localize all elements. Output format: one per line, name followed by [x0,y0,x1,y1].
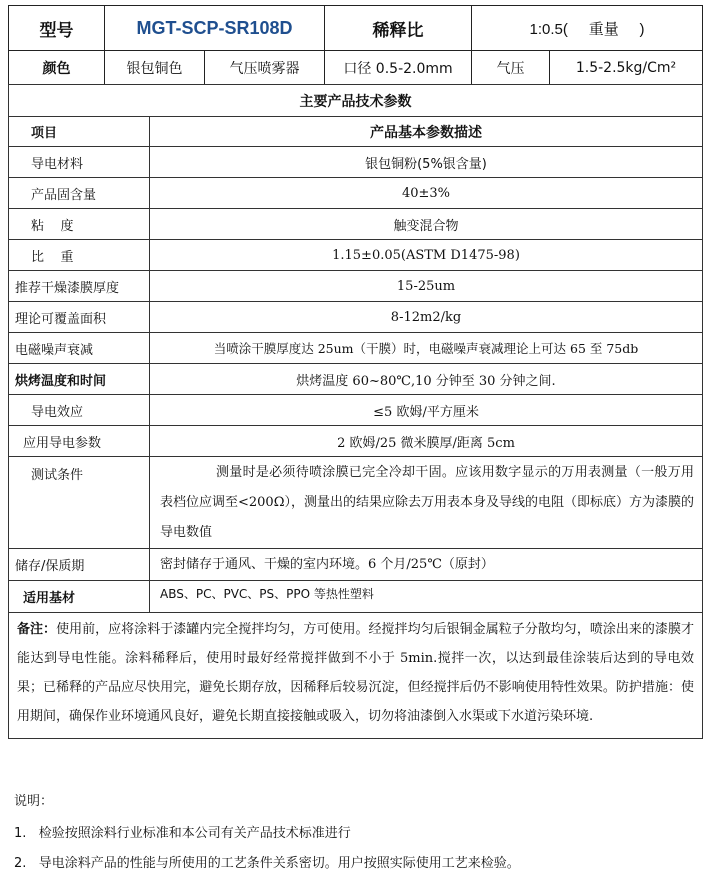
table-row [9,549,703,581]
notes-text: 使用前，应将涂料于漆罐内完全搅拌均匀，方可使用。经搅拌均匀后银铜金属粒子分散均匀，喷涂出来的漆膜才能达到导电性能。涂料稀释后，使用时最好经常搅拌做到不小于 5min.搅拌一次，以达到最佳涂装后达到的导电效果；已稀释的产品应尽快用完，避免长期存放，因稀释后较易沉淀，但经搅拌后仍不影响使用特性效果。防护措施：使用期间，确保作业环境通风良好，避免长期直接接触或吸入，切勿将油漆倒入水渠或下水道污染环境. [17,622,694,724]
footer-notes [14,790,704,872]
color-value: 银包铜色 [105,51,205,85]
table-row [9,178,703,209]
row-label: 应用导电参数 [9,426,150,457]
nozzle-size: 口径 0.5-2.0mm [325,51,472,85]
table-row [9,302,703,333]
dilution-label: 稀释比 [325,6,472,51]
test-conditions-label: 测试条件 [9,457,150,549]
storage-label: 储存/保质期 [9,549,150,581]
pressure-label: 气压 [472,51,550,85]
row-value: 2 欧姆/25 微米膜厚/距离 5cm [150,426,703,457]
table-row [9,426,703,457]
row-label: 推荐干燥漆膜厚度 [9,271,150,302]
color-label: 颜色 [9,51,105,85]
table-row [9,395,703,426]
table-row [9,271,703,302]
table-row [9,147,703,178]
footer-title: 说明： [14,794,54,809]
test-conditions-text: 测量时是必须待喷涂膜已完全冷却干固。应该用数字显示的万用表测量（一般万用表档位应调至<200Ω），测量出的结果应除去万用表本身及导线的电阻（即标底）方为漆膜的导电数值 [150,457,703,549]
col-item-header: 项目 [9,117,150,147]
footer-item: 2. 导电涂料产品的性能与所使用的工艺条件关系密切。用户按照实际使用工艺来检验。 [14,856,520,871]
substrate-label: 适用基材 [9,581,150,613]
row-label: 粘 度 [9,209,150,240]
row-label: 理论可覆盖面积 [9,302,150,333]
dilution-value: 1:0.5( 重量 ) [472,6,703,51]
row-value: 8-12m2/kg [150,302,703,333]
row-value: 15-25um [150,271,703,302]
storage-text: 密封储存于通风、干燥的室内环境。6 个月/25℃（原封） [150,549,703,581]
spec-table [8,84,703,739]
row-label: 产品固含量 [9,178,150,209]
table-row [9,240,703,271]
spray-method: 气压喷雾器 [205,51,325,85]
notes-row [9,613,703,739]
row-label: 比 重 [9,240,150,271]
table-row [9,364,703,395]
substrate-text: ABS、PC、PVC、PS、PPO 等热性塑料 [150,581,703,613]
table-row [9,209,703,240]
row-value: 40±3% [150,178,703,209]
notes-label: 备注： [17,622,57,637]
footer-item: 1. 检验按照涂料行业标准和本公司有关产品技术标准进行 [14,826,351,841]
table-row [9,457,703,549]
notes-cell [9,613,703,739]
row-value: 银包铜粉(5%银含量) [150,147,703,178]
pressure-value: 1.5-2.5kg/Cm² [550,51,703,85]
table-row [9,333,703,364]
model-number: MGT-SCP-SR108D [105,6,325,51]
header-table [8,5,703,85]
section-title: 主要产品技术参数 [9,85,703,117]
table-row [9,581,703,613]
row-value: 当喷涂干膜厚度达 25um（干膜）时，电磁噪声衰减理论上可达 65 至 75db [150,333,703,364]
row-value: 烘烤温度 60~80℃,10 分钟至 30 分钟之间. [150,364,703,395]
row-value: 1.15±0.05(ASTM D1475-98) [150,240,703,271]
row-label: 烘烤温度和时间 [9,364,150,395]
row-label: 电磁噪声衰减 [9,333,150,364]
row-value: 触变混合物 [150,209,703,240]
row-label: 导电材料 [9,147,150,178]
row-label: 导电效应 [9,395,150,426]
row-value: ≤5 欧姆/平方厘米 [150,395,703,426]
col-desc-header: 产品基本参数描述 [150,117,703,147]
model-label: 型号 [9,6,105,51]
